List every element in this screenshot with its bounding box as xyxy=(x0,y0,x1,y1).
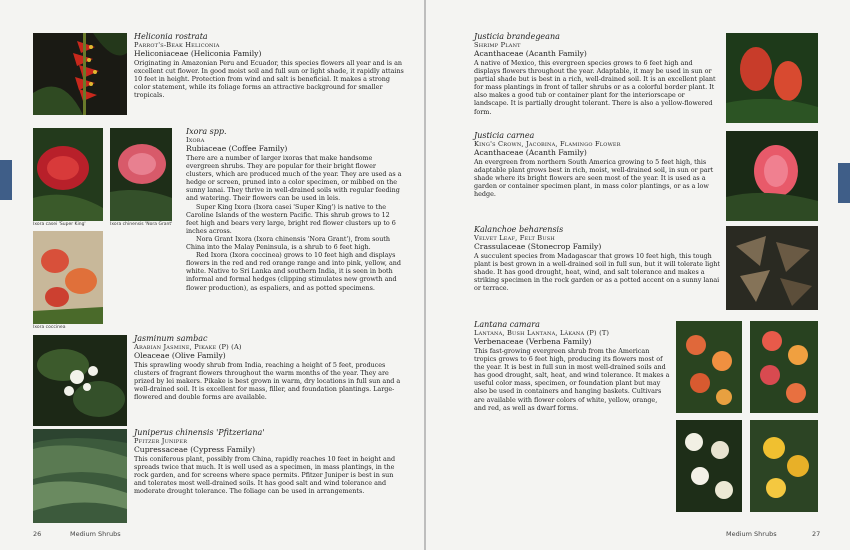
section-title: Medium Shrubs xyxy=(70,530,121,538)
kalanchoe-photo xyxy=(726,226,818,310)
entry-text: Originating in Amazonian Peru and Ecuador, this species flowers all year and is an excellent cut flower. In good moist soil and full sun or light shade, it rapidly attains 10 feet in height. Protection from wind and salt is beneficial. It makes a strong color statement, while its foliage forms an attractive background for smaller tropicals. xyxy=(134,59,404,100)
family-name: Heliconiaceae (Heliconia Family) xyxy=(134,49,262,58)
ixora-coccinea-photo xyxy=(33,231,103,324)
entry-text: Nora Grant Ixora (Ixora chinensis 'Nora Grant'), from south China into the Malay Peninsula, is a shrub to 6 feet high. xyxy=(186,234,390,252)
family-name: Oleaceae (Olive Family) xyxy=(134,351,226,360)
section-tab xyxy=(0,160,12,200)
caption-nora-grant: Ixora chinensis 'Nora Grant' xyxy=(110,222,173,227)
juniper-photo xyxy=(33,429,127,523)
scientific-name: Lantana camara xyxy=(474,320,540,329)
scientific-name: Justicia carnea xyxy=(474,131,535,140)
entry-text: A native of Mexico, this evergreen species grows to 6 feet high and displays flowers throughout the year. Adaptable, it may be used in sun or partial shade but is best in a rich, well-drained soil. It is an excellent plant for mass plantings in front of taller shrubs or as a colorful border plant. It also makes a good tub or container plant for the interiorscape or landscape. It is partially drought tolerant. There is also a yellow-flowered form. xyxy=(474,59,716,116)
scientific-name: Ixora spp. xyxy=(186,127,227,136)
common-name: Parrot's-Beak Heliconia xyxy=(134,41,220,49)
common-name: Velvet Leaf, Felt Bush xyxy=(474,234,555,242)
entry-text: This fast-growing evergreen shrub from the American tropics grows to 6 feet high, producing its flowers most of the year. It is best in full sun in most well-drained soils and has good drought, salt, heat, and wind tolerance. It makes a useful color mass, specimen, or foundation plant but may also be used in containers and hanging baskets. Cultivars are available with flower colors of white, yellow, orange, and red, as well as dwarf forms. xyxy=(474,347,670,412)
ixora-nora-grant-photo xyxy=(110,128,172,221)
section-tab xyxy=(838,163,850,203)
entry-text: Super King Ixora (Ixora casei 'Super King') is native to the Caroline Islands of the western Pacific. This shrub grows to 12 feet high and bears very large, bright red flower clusters up to 6 inches across. xyxy=(186,202,396,235)
family-name: Rubiaceae (Coffee Family) xyxy=(186,144,288,153)
entry-text: There are a number of larger ixoras that make handsome evergreen shrubs. They are popular for their bright flower clusters, which are produced much of the year. They are used as a hedge or screen, pruned into a color specimen, or mibbed on the sunny lanai. They thrive in well-drained soils with regular feeding and watering. Their flowers can be used in leis. xyxy=(186,154,402,203)
caption-coccinea: Ixora coccinea xyxy=(33,325,66,330)
page-number: 27 xyxy=(812,530,821,538)
entry-text: A succulent species from Madagascar that grows 10 feet high, this tough plant is best grown in a well-drained soil in full sun, but it will tolerate light shade. It has good drought, heat, wind, and salt tolerance and makes a striking specimen in the rock garden or as a potted accent on a sunny lanai or terrace. xyxy=(474,252,720,293)
entry-text: This coniferous plant, possibly from China, rapidly reaches 10 feet in height and spreads twice that much. It is well used as a specimen, in mass plantings, in the rock garden, and for screens where space permits. Pfitzer Juniper is best in sun and tolerates most well-drained soils. It has good salt and wind tolerance and moderate drought tolerance. The foliage can be used in arrangements. xyxy=(134,455,396,496)
entry-juniper xyxy=(134,428,404,495)
lantana-photo-1 xyxy=(676,321,742,413)
section-title: Medium Shrubs xyxy=(726,530,777,538)
family-name: Verbenaceae (Verbena Family) xyxy=(474,337,592,346)
common-name: Ixora xyxy=(186,136,205,144)
entry-lantana xyxy=(474,320,670,412)
lantana-photo-2 xyxy=(750,321,818,413)
common-name: King's Crown, Jacobina, Flamingo Flower xyxy=(474,140,621,148)
common-name: Lantana, Bush Lantana, Lākana (P) (T) xyxy=(474,329,610,337)
scientific-name: Juniperus chinensis 'Pfitzeriana' xyxy=(134,428,265,437)
family-name: Acanthaceae (Acanth Family) xyxy=(474,148,587,157)
entry-jasmine xyxy=(134,334,404,401)
family-name: Cupressaceae (Cypress Family) xyxy=(134,445,256,454)
entry-kings-crown xyxy=(474,131,720,198)
lantana-photo-3 xyxy=(676,420,742,512)
scientific-name: Kalanchoe beharensis xyxy=(474,225,564,234)
ixora-super-king-photo xyxy=(33,128,103,221)
entry-kalanchoe xyxy=(474,225,720,292)
entry-text: Red Ixora (Ixora coccinea) grows to 10 feet high and displays flowers in the red and red orange range and into pink, yellow, and white. Native to Sri Lanka and southern India, it is seen in both informal and formal hedges (clipping stimulates new growth and flower production), as espaliers, and as potted specimens. xyxy=(186,251,401,292)
entry-heliconia xyxy=(134,32,404,99)
right-page xyxy=(426,0,850,550)
entry-shrimp-plant xyxy=(474,32,720,116)
entry-text: This sprawling woody shrub from India, reaching a height of 5 feet, produces clusters of fragrant flowers throughout the warm months of the year. They are prized by lei makers. Pikake is best grown in warm, dry locations in full sun and a well-drained soil. It is excellent for mass, filler, and foundation plantings. Large-flowered and double forms are available. xyxy=(134,361,401,402)
shrimp-plant-photo xyxy=(726,33,818,123)
entry-ixora xyxy=(186,127,404,292)
family-name: Acanthaceae (Acanth Family) xyxy=(474,49,587,58)
left-page xyxy=(0,0,424,550)
jasmine-photo xyxy=(33,335,127,426)
common-name: Pfitzer Juniper xyxy=(134,437,188,445)
caption-super-king: Ixora casei 'Super King' xyxy=(33,222,86,227)
heliconia-photo xyxy=(33,33,127,115)
entry-text: An evergreen from northern South America growing to 5 feet high, this adaptable plant grows best in rich, moist, well-drained soil, in sun or part shade where its bright flowers are seen most of the year. It is used as a garden or container specimen plant, in mass color plantings, or as a low hedge. xyxy=(474,158,714,199)
scientific-name: Jasminum sambac xyxy=(134,334,208,343)
lantana-photo-4 xyxy=(750,420,818,512)
scientific-name: Heliconia rostrata xyxy=(134,32,208,41)
common-name: Arabian Jasmine, Pikake (P) (A) xyxy=(134,343,242,351)
page-number: 26 xyxy=(33,530,42,538)
family-name: Crassulaceae (Stonecrop Family) xyxy=(474,242,602,251)
kings-crown-photo xyxy=(726,131,818,221)
scientific-name: Justicia brandegeana xyxy=(474,32,560,41)
common-name: Shrimp Plant xyxy=(474,41,521,49)
